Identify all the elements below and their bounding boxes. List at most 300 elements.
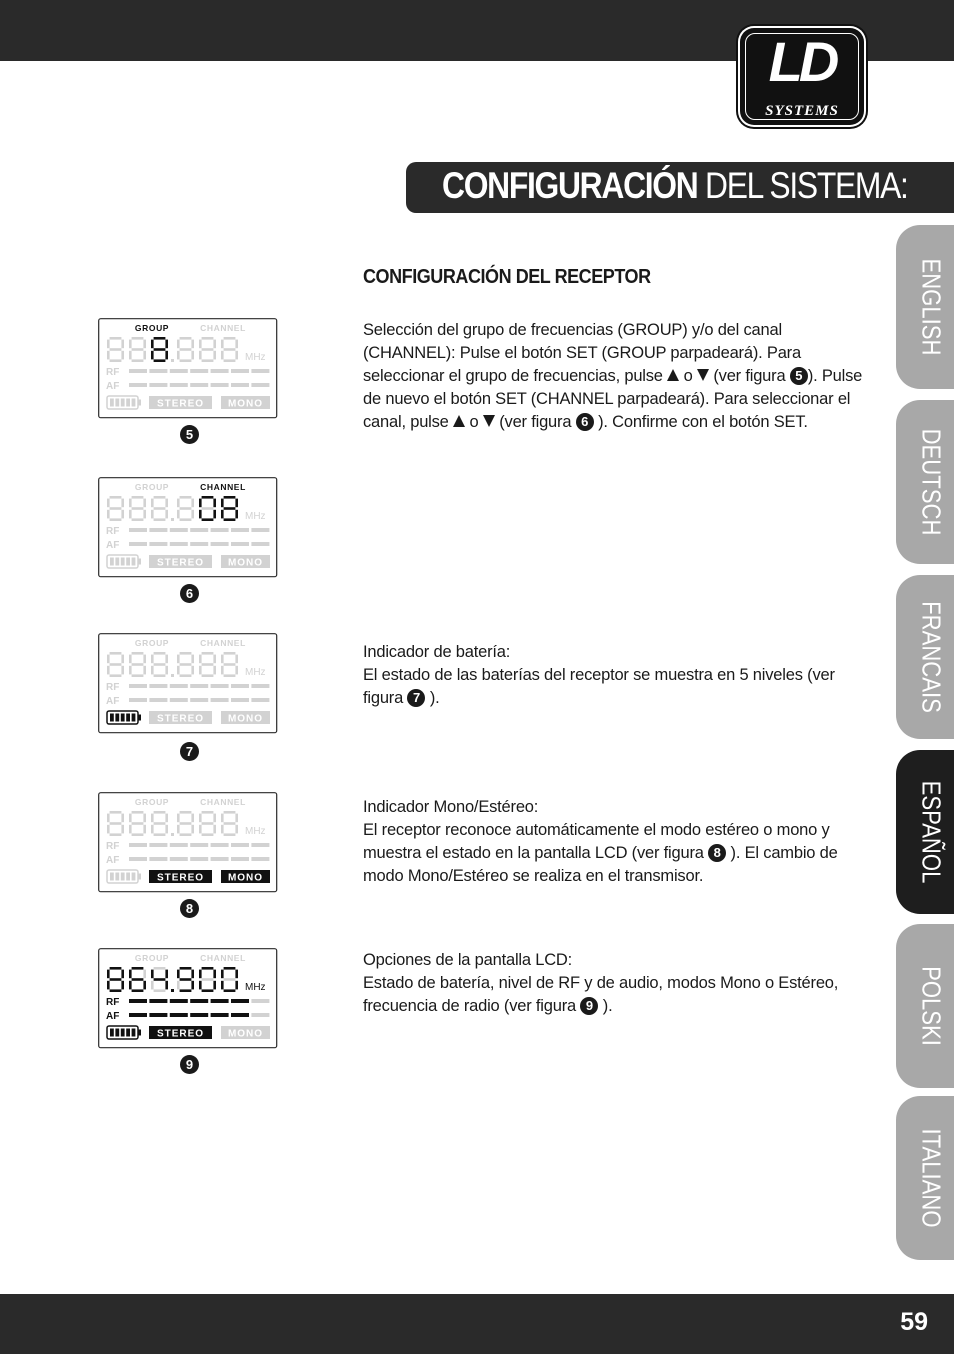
page-title-light: DEL SISTEMA: [705, 165, 908, 206]
lcd-segment [165, 499, 168, 508]
logo-main-text: LD [768, 30, 836, 93]
lcd-segment [191, 970, 194, 979]
lcd-segment [151, 351, 154, 360]
p4-title: Opciones de la pantalla LCD: [363, 951, 573, 969]
lcd-decimal-dot [171, 989, 174, 992]
lcd-segment [154, 337, 166, 340]
lcd-segment [129, 499, 132, 508]
battery-cell [132, 873, 136, 881]
lcd-segment [151, 655, 154, 664]
lcd-af-bar [211, 542, 229, 546]
lcd-segment [129, 981, 132, 990]
lcd-rf-label: RF [106, 997, 120, 1008]
page-title [442, 165, 908, 207]
battery-cell [132, 714, 136, 722]
bottom-bar [0, 1294, 954, 1354]
lcd-rf-bar [190, 684, 208, 688]
lcd-af-bar [149, 857, 167, 861]
lcd-segment [221, 340, 224, 349]
lcd-segment [132, 337, 144, 340]
lcd-figure-5 [98, 318, 278, 424]
figure-number-9: 9 [180, 1055, 199, 1074]
p3-text-a: El receptor reconoce automáticamente el modo estéreo o mono y muestra el estado en la pantalla LCD (ver figura [363, 821, 830, 862]
p3-text-b: ). El cambio de modo Mono/Estéreo se realiza en el transmisor. [363, 844, 838, 885]
lcd-segment [177, 510, 180, 519]
lcd-segment [177, 340, 180, 349]
lcd-screen [98, 633, 278, 734]
stereo-indicator-label: STEREO [156, 872, 205, 884]
lcd-segment [235, 655, 238, 664]
lcd-af-bar [251, 1013, 269, 1017]
battery-cell [110, 558, 114, 566]
lcd-segment [191, 655, 194, 664]
lcd-segment [202, 359, 214, 362]
tab-polski[interactable] [896, 924, 954, 1088]
lcd-segment [191, 825, 194, 834]
battery-cell [115, 873, 119, 881]
lcd-group-label: GROUP [134, 482, 170, 492]
lcd-segment [132, 989, 144, 992]
lcd-af-bar [211, 857, 229, 861]
lcd-af-bar [190, 383, 208, 387]
lcd-segment [224, 978, 236, 981]
lcd-af-bar [251, 857, 269, 861]
lcd-segment [213, 510, 216, 519]
lcd-segment [199, 825, 202, 834]
battery-cell [115, 714, 119, 722]
figure-ref-8: 8 [708, 844, 726, 862]
lcd-figure-7 [98, 633, 278, 739]
lcd-group-label: GROUP [134, 953, 170, 963]
lcd-segment [110, 663, 122, 666]
lcd-segment [202, 978, 214, 981]
lcd-af-bar [190, 698, 208, 702]
lcd-segment [224, 652, 236, 655]
lcd-segment [121, 655, 124, 664]
lcd-segment [213, 825, 216, 834]
battery-cell [121, 1029, 125, 1037]
battery-cell [110, 1029, 114, 1037]
p2-text-b: ). [429, 689, 440, 707]
battery-cell [126, 558, 130, 566]
lcd-segment [129, 340, 132, 349]
lcd-af-bar [170, 542, 188, 546]
lcd-segment [213, 666, 216, 675]
lcd-segment [221, 655, 224, 664]
lcd-segment [154, 674, 166, 677]
lcd-af-bar [129, 1013, 147, 1017]
lcd-segment [235, 981, 238, 990]
lcd-af-bar [170, 857, 188, 861]
lcd-segment [224, 967, 236, 970]
lcd-segment [165, 340, 168, 349]
tab-francais[interactable] [896, 575, 954, 739]
lcd-segment [202, 348, 214, 351]
lcd-af-bar [129, 383, 147, 387]
lcd-rf-bar [190, 528, 208, 532]
lcd-rf-bar [170, 684, 188, 688]
lcd-rf-bar [190, 369, 208, 373]
lcd-segment [110, 811, 122, 814]
lcd-mhz-label: MHz [245, 826, 266, 837]
page-title-bold: CONFIGURACIÓN [442, 165, 698, 206]
lcd-segment [199, 666, 202, 675]
lcd-segment [132, 518, 144, 521]
lcd-segment [143, 825, 146, 834]
lcd-segment [107, 655, 110, 664]
battery-cell [121, 558, 125, 566]
lcd-segment [180, 811, 192, 814]
lcd-rf-bar [211, 369, 229, 373]
lcd-rf-bar [170, 369, 188, 373]
lcd-segment [143, 499, 146, 508]
lcd-segment [224, 833, 236, 836]
lcd-channel-label: CHANNEL [200, 482, 246, 492]
lcd-segment [132, 663, 144, 666]
p1-text-c: ). Pulse de nuevo el botón SET (CHANNEL parpadeará). Para seleccionar el canal, pulse [363, 367, 863, 431]
lcd-segment [202, 496, 214, 499]
lcd-segment [191, 666, 194, 675]
paragraph-lcd-options [363, 949, 863, 1018]
lcd-af-bar [129, 542, 147, 546]
lcd-rf-bar [251, 999, 269, 1003]
lcd-segment [110, 652, 122, 655]
lcd-segment [154, 507, 166, 510]
lcd-af-bar [231, 698, 249, 702]
lcd-rf-bar [149, 528, 167, 532]
lcd-segment [154, 989, 166, 992]
lcd-segment [165, 825, 168, 834]
lcd-rf-bar [170, 999, 188, 1003]
battery-cell [121, 714, 125, 722]
mono-indicator-label: MONO [227, 557, 264, 569]
lcd-segment [202, 833, 214, 836]
lcd-segment [235, 340, 238, 349]
lcd-segment [121, 499, 124, 508]
lcd-af-bar [129, 857, 147, 861]
lcd-segment [224, 663, 236, 666]
lcd-group-label: GROUP [134, 638, 170, 648]
lcd-rf-bar [190, 843, 208, 847]
lcd-segment [165, 351, 168, 360]
lcd-segment [202, 663, 214, 666]
page-number: 59 [900, 1308, 928, 1336]
lcd-segment [121, 510, 124, 519]
lcd-segment [180, 507, 192, 510]
lcd-segment [180, 652, 192, 655]
battery-cell [126, 714, 130, 722]
lcd-segment [143, 814, 146, 823]
lcd-segment [199, 351, 202, 360]
lcd-segment [110, 496, 122, 499]
lcd-rf-bar [129, 528, 147, 532]
lcd-segment [143, 351, 146, 360]
lcd-decimal-dot [171, 518, 174, 521]
lcd-segment [180, 337, 192, 340]
lcd-segment [177, 666, 180, 675]
lcd-segment [235, 825, 238, 834]
lcd-segment [132, 507, 144, 510]
paragraph-battery [363, 641, 863, 710]
lcd-segment [180, 518, 192, 521]
lcd-af-bar [170, 698, 188, 702]
mono-indicator-label: MONO [227, 1028, 264, 1040]
lcd-segment [107, 340, 110, 349]
lcd-rf-bar [211, 684, 229, 688]
lcd-segment [191, 340, 194, 349]
lcd-rf-bar [211, 999, 229, 1003]
lcd-segment [221, 981, 224, 990]
p2-text-a: El estado de las baterías del receptor se muestra en 5 niveles (ver figura [363, 666, 835, 707]
lcd-af-bar [211, 1013, 229, 1017]
lcd-af-bar [149, 383, 167, 387]
battery-cell [126, 873, 130, 881]
lcd-segment [180, 348, 192, 351]
lcd-segment [199, 981, 202, 990]
lcd-segment [107, 510, 110, 519]
lcd-segment [221, 825, 224, 834]
lcd-segment [107, 666, 110, 675]
lcd-channel-label: CHANNEL [200, 953, 246, 963]
lcd-segment [221, 970, 224, 979]
lcd-af-bar [149, 1013, 167, 1017]
lcd-segment [191, 351, 194, 360]
lcd-segment [213, 981, 216, 990]
lcd-channel-label: CHANNEL [200, 797, 246, 807]
battery-cell [115, 558, 119, 566]
battery-cell [121, 399, 125, 407]
paragraph-mono-stereo [363, 796, 863, 888]
lcd-segment [132, 496, 144, 499]
battery-cell [132, 1029, 136, 1037]
lcd-segment [121, 981, 124, 990]
tab-italiano-label: ITALIANO [916, 1128, 947, 1228]
lcd-segment [154, 359, 166, 362]
lcd-segment [151, 970, 154, 979]
lcd-rf-bar [251, 528, 269, 532]
lcd-segment [129, 351, 132, 360]
lcd-segment [221, 351, 224, 360]
title-banner [406, 162, 954, 213]
paragraph-group-channel [363, 319, 863, 434]
battery-cell [115, 1029, 119, 1037]
p3-title: Indicador Mono/Estéreo: [363, 798, 539, 816]
lcd-segment [154, 663, 166, 666]
lcd-figure-8 [98, 792, 278, 898]
lcd-segment [107, 499, 110, 508]
lcd-segment [107, 351, 110, 360]
lcd-segment [199, 499, 202, 508]
lcd-segment [151, 666, 154, 675]
lcd-segment [121, 825, 124, 834]
lcd-af-bar [190, 542, 208, 546]
lcd-af-bar [129, 698, 147, 702]
lcd-segment [235, 666, 238, 675]
lcd-segment [129, 970, 132, 979]
lcd-af-label: AF [106, 696, 120, 707]
lcd-segment [221, 510, 224, 519]
lcd-segment [151, 814, 154, 823]
lcd-rf-bar [129, 684, 147, 688]
lcd-rf-bar [211, 843, 229, 847]
lcd-segment [177, 351, 180, 360]
lcd-segment [213, 970, 216, 979]
lcd-segment [221, 499, 224, 508]
lcd-segment [154, 822, 166, 825]
lcd-rf-bar [149, 369, 167, 373]
tab-espanol[interactable] [896, 750, 954, 914]
tab-english[interactable] [896, 225, 954, 389]
lcd-mhz-label: MHz [245, 982, 266, 993]
lcd-segment [177, 814, 180, 823]
lcd-af-bar [190, 857, 208, 861]
lcd-segment [177, 499, 180, 508]
lcd-figure-9 [98, 948, 278, 1054]
lcd-af-bar [170, 1013, 188, 1017]
lcd-rf-bar [251, 684, 269, 688]
lcd-segment [110, 348, 122, 351]
p1-text-a: Selección del grupo de frecuencias (GROUP) y/o del canal (CHANNEL): Pulse el botón SET (GROUP parpadeará). Para seleccionar el grupo de frecuencias, pulse [363, 321, 801, 385]
lcd-segment [235, 814, 238, 823]
lcd-segment [107, 981, 110, 990]
lcd-screen [98, 318, 278, 419]
p1-text-b: (ver figura [713, 367, 786, 385]
lcd-rf-bar [149, 684, 167, 688]
lcd-segment [224, 496, 236, 499]
lcd-af-bar [149, 698, 167, 702]
lcd-rf-bar [170, 843, 188, 847]
lcd-segment [165, 814, 168, 823]
battery-tip [138, 715, 141, 721]
battery-tip [138, 874, 141, 880]
lcd-af-bar [251, 542, 269, 546]
lcd-segment [180, 822, 192, 825]
lcd-segment [177, 655, 180, 664]
battery-cell [110, 399, 114, 407]
mono-indicator-label: MONO [227, 872, 264, 884]
lcd-af-bar [231, 383, 249, 387]
lcd-af-bar [231, 542, 249, 546]
lcd-segment [177, 981, 180, 990]
lcd-af-bar [149, 542, 167, 546]
lcd-segment [121, 340, 124, 349]
lcd-rf-bar [129, 999, 147, 1003]
lcd-segment [154, 496, 166, 499]
lcd-rf-bar [211, 528, 229, 532]
lcd-segment [132, 674, 144, 677]
lcd-segment [132, 348, 144, 351]
lcd-segment [110, 507, 122, 510]
lcd-segment [110, 674, 122, 677]
battery-cell [132, 558, 136, 566]
lcd-segment [180, 674, 192, 677]
lcd-segment [224, 822, 236, 825]
lcd-rf-label: RF [106, 841, 120, 852]
battery-tip [138, 559, 141, 565]
lcd-segment [129, 825, 132, 834]
arrow-up-icon [667, 369, 679, 381]
lcd-segment [151, 825, 154, 834]
lcd-segment [202, 652, 214, 655]
lcd-figure-6 [98, 477, 278, 583]
lcd-segment [202, 507, 214, 510]
arrow-down-icon [697, 369, 709, 381]
lcd-segment [121, 970, 124, 979]
lcd-segment [110, 833, 122, 836]
ld-systems-logo [740, 28, 864, 125]
lcd-segment [199, 970, 202, 979]
lcd-screen [98, 948, 278, 1049]
lcd-rf-bar [129, 843, 147, 847]
lcd-segment [199, 340, 202, 349]
lcd-segment [121, 351, 124, 360]
lcd-segment [154, 833, 166, 836]
lcd-segment [143, 655, 146, 664]
lcd-af-bar [231, 857, 249, 861]
lcd-segment [151, 499, 154, 508]
stereo-indicator-label: STEREO [156, 557, 205, 569]
stereo-indicator-label: STEREO [156, 398, 205, 410]
lcd-segment [202, 967, 214, 970]
lcd-screen [98, 792, 278, 893]
p4-text-a: Estado de batería, nivel de RF y de audio, modos Mono o Estéreo, frecuencia de radio (ver figura [363, 974, 839, 1015]
lcd-rf-bar [231, 369, 249, 373]
lcd-decimal-dot [171, 674, 174, 677]
lcd-segment [177, 970, 180, 979]
lcd-segment [235, 970, 238, 979]
arrow-down-icon [483, 415, 495, 427]
lcd-rf-label: RF [106, 367, 120, 378]
lcd-af-bar [231, 1013, 249, 1017]
tab-deutsch-label: DEUTSCH [916, 428, 947, 536]
lcd-segment [180, 359, 192, 362]
lcd-segment [132, 652, 144, 655]
lcd-segment [224, 674, 236, 677]
lcd-segment [165, 510, 168, 519]
tab-deutsch[interactable] [896, 400, 954, 564]
lcd-rf-label: RF [106, 682, 120, 693]
stereo-indicator-label: STEREO [156, 1028, 205, 1040]
lcd-segment [235, 351, 238, 360]
lcd-segment [151, 340, 154, 349]
battery-cell [132, 399, 136, 407]
lcd-rf-bar [129, 369, 147, 373]
lcd-rf-bar [251, 843, 269, 847]
p1-text-d: (ver figura [499, 413, 572, 431]
lcd-segment [107, 825, 110, 834]
lcd-segment [224, 507, 236, 510]
lcd-segment [221, 666, 224, 675]
figure-number-8: 8 [180, 899, 199, 918]
lcd-screen [98, 477, 278, 578]
tab-english-label: ENGLISH [916, 258, 947, 356]
lcd-rf-bar [231, 528, 249, 532]
lcd-segment [224, 989, 236, 992]
lcd-segment [107, 814, 110, 823]
lcd-segment [154, 967, 166, 970]
mono-indicator-label: MONO [227, 713, 264, 725]
lcd-segment [235, 499, 238, 508]
battery-tip [138, 1030, 141, 1036]
figure-ref-9: 9 [580, 997, 598, 1015]
tab-italiano[interactable] [896, 1096, 954, 1260]
lcd-segment [191, 814, 194, 823]
lcd-segment [199, 510, 202, 519]
lcd-rf-bar [251, 369, 269, 373]
lcd-segment [224, 811, 236, 814]
lcd-segment [121, 666, 124, 675]
lcd-segment [132, 822, 144, 825]
